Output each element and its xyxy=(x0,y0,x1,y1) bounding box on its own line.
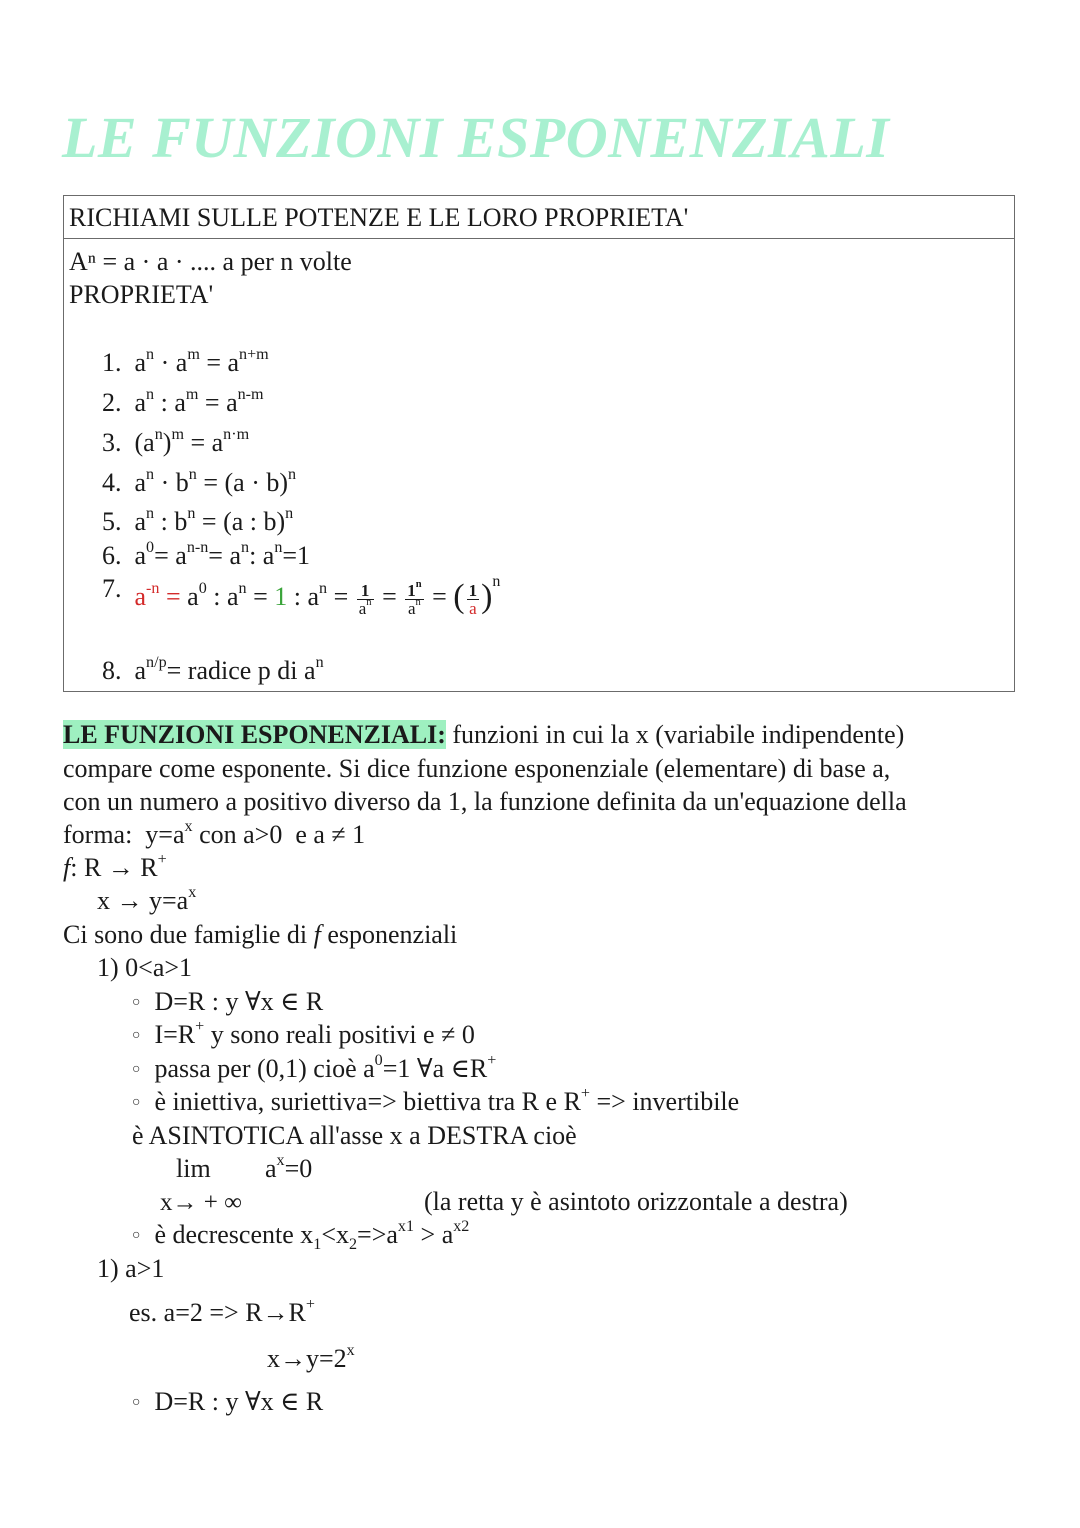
function-rule: $x \to y=a^x$ xyxy=(97,883,197,915)
property-6: 6. $a^0= a^{n-n}= a^n$: $a^n=1$ xyxy=(102,538,311,570)
section-intro-line-2: compare come esponente. Si dice funzione esponenziale (elementare) di base a, xyxy=(63,754,891,783)
case-2-heading: 1) a>1 xyxy=(97,1254,165,1283)
case-2-bullet-domain: ○ D=R : y ∀x ∈ R xyxy=(132,1387,324,1416)
powers-recap-box xyxy=(63,195,1015,692)
box-divider xyxy=(64,238,1014,239)
example-map: $x\to y=2^x$ xyxy=(267,1341,355,1373)
property-1: 1. $a^n \cdot a^m = a^{n+m}$ xyxy=(102,345,269,377)
case-1-bullet-image: ○ I=R+ y sono reali positivi e ≠ 0 xyxy=(132,1017,475,1049)
property-4: 4. $a^n \cdot b^n = (a \cdot b)^n$ xyxy=(102,465,297,497)
property-2: 2. $a^n$ : $a^m = a^{n-m}$ xyxy=(102,385,264,417)
example-line: es. a=2 => R→R+ xyxy=(129,1295,315,1327)
function-mapping: f: R → R+ xyxy=(63,850,167,882)
section-heading: LE FUNZIONI ESPONENZIALI: xyxy=(63,720,446,749)
case-1-bullet-asymptote: è ASINTOTICA all'asse x a DESTRA cioè xyxy=(132,1121,577,1150)
property-8: 8. $a^{n/p}=$ radice p di $a^n$ xyxy=(102,653,324,685)
case-1-bullet-decreasing: ○ è decrescente $x_1<x_2=>a^{x1} > a^{x2}$ xyxy=(132,1217,470,1254)
fraction-1-over-an: $\frac{1}{a^n}$ xyxy=(358,580,372,618)
case-1-bullet-domain: ○ D=R : y ∀x ∈ R xyxy=(132,987,324,1016)
section-intro-line-3: con un numero a positivo diverso da 1, la funzione definita da un'equazione della xyxy=(63,787,907,816)
limit-value: $a^x=0$ xyxy=(265,1151,313,1183)
case-1-bullet-point: ○ passa per (0,1) cioè $a^0=1$ ∀a ∈R+ xyxy=(132,1051,497,1083)
case-1-bullet-invertible: ○ è iniettiva, suriettiva=> biettiva tra R e R+ => invertibile xyxy=(132,1084,740,1116)
power-definition: Aⁿ = a · a · .... a per n volte xyxy=(69,247,352,276)
limit-label: lim xyxy=(176,1154,211,1183)
limit-subscript: x→ + ∞ xyxy=(160,1189,242,1216)
page-title: LE FUNZIONI ESPONENZIALI xyxy=(62,105,890,170)
section-intro-line-1: LE FUNZIONI ESPONENZIALI: funzioni in cui la x (variabile indipendente) xyxy=(63,720,905,749)
section-intro-line-4: forma: $y=a^x$ con a>0 e a ≠ 1 xyxy=(63,817,366,849)
property-7: 7. $a^{-n} = a^0$ : $a^n = 1$ : $a^n$ = $\frac{1}{a^n}$ = $\frac{1^n}{a^n}$ = ( $\frac{1}{a}$ )$^n$ xyxy=(102,572,501,618)
fraction-1n-over-an: $\frac{1^n}{a^n}$ xyxy=(407,579,422,618)
case-1-heading: 1) 0<a>1 xyxy=(97,953,193,982)
families-line: Ci sono due famiglie di f esponenziali xyxy=(63,920,458,949)
box-header: RICHIAMI SULLE POTENZE E LE LORO PROPRIETA' xyxy=(69,203,689,232)
property-3: 3. $(a^n)^m = a^{n\cdot m}$ xyxy=(102,425,250,457)
properties-label: PROPRIETA' xyxy=(69,280,214,309)
limit-note: (la retta y è asintoto orizzontale a destra) xyxy=(424,1187,848,1216)
property-5: 5. $a^n$ : $b^n = (a$ : b)$^n$ xyxy=(102,504,294,536)
